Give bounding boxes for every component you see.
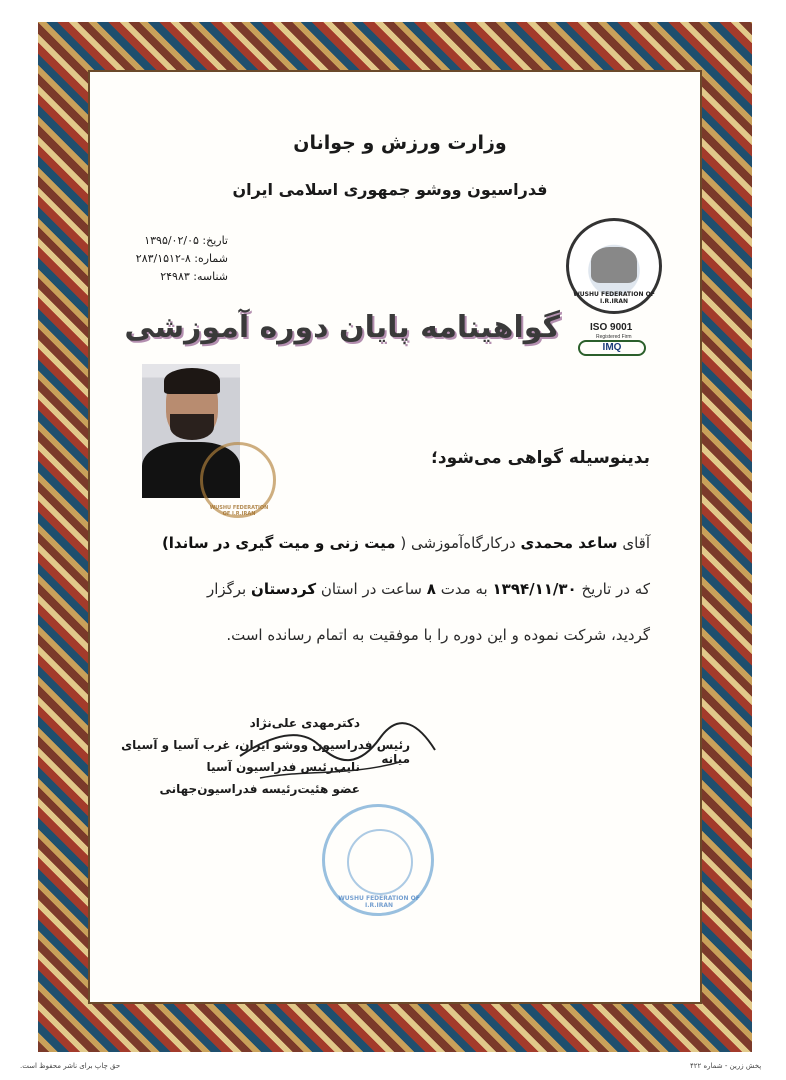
meta-date: تاریخ: ۱۳۹۵/۰۲/۰۵: [144, 234, 228, 247]
greeting: بدینوسیله گواهی می‌شود؛: [431, 448, 650, 468]
logo-text: WUSHU FEDERATION OF I.R.IRAN: [573, 291, 655, 305]
iso-sub-label: Registered Firm: [596, 334, 632, 340]
signer-role-2: نایب‌رئیس فدراسیون آسیا: [206, 760, 360, 774]
body-line-2: [150, 580, 650, 598]
course-date: ۱۳۹۴/۱۱/۳۰: [492, 580, 577, 598]
signer-role-3: عضو هئیت‌رئیسه فدراسیون‌جهانی: [159, 782, 360, 796]
meta-number: شماره: ۸-۲۸۳/۱۵۱۲: [135, 252, 228, 265]
photo-stamp-text: WUSHU FEDERATION OF I.R.IRAN: [209, 505, 269, 517]
footer-left: حق چاپ برای ناشر محفوظ است.: [20, 1062, 121, 1070]
photo-hair: [164, 368, 220, 394]
iso-label: ISO 9001: [590, 322, 633, 333]
meta-id: شناسه: ۲۴۹۸۳: [160, 270, 228, 283]
course-name: میت زنی و میت گیری در ساندا): [161, 534, 396, 552]
body-line-1: [150, 534, 650, 552]
fist-icon: [591, 247, 637, 283]
stamp-inner-ring: [347, 829, 413, 895]
line2-mid2: ساعت در استان: [320, 580, 422, 598]
footer-right: پخش زرین - شماره ۴۲۲: [690, 1062, 762, 1070]
line2-prefix: که در تاریخ: [581, 580, 650, 598]
line2-suffix: برگزار: [206, 580, 247, 598]
course-hours: ۸: [426, 580, 436, 598]
course-province: کردستان: [251, 580, 317, 598]
line2-mid: به مدت: [440, 580, 488, 598]
federation-logo: [566, 218, 662, 314]
line1-prefix: آقای: [622, 534, 650, 552]
body-line-3: گردید، شرکت نموده و این دوره را با موفقیت به اتمام رسانده است.: [226, 626, 650, 644]
signature-scribble: [230, 716, 450, 790]
line1-mid: درکارگاه‌آموزشی (: [400, 534, 516, 552]
imq-badge: IMQ: [578, 340, 646, 356]
federation-stamp-text: WUSHU FEDERATION OF I.R.IRAN: [338, 895, 420, 909]
ministry-title: وزارت ورزش و جوانان: [293, 132, 507, 154]
recipient-name: ساعد محمدی: [520, 534, 618, 552]
federation-title: فدراسیون ووشو جمهوری اسلامی ایران: [232, 180, 548, 199]
signer-role-1: رئیس فدراسیون ووشو ایران، غرب آسیا و آسیای میانه: [121, 738, 410, 766]
signer-name: دکترمهدی علی‌نژاد: [249, 716, 360, 730]
certificate-title: گواهینامه پایان دوره آموزشی: [124, 310, 560, 345]
photo-stamp: [200, 442, 276, 518]
federation-stamp: [322, 804, 434, 916]
photo-beard: [170, 414, 214, 440]
